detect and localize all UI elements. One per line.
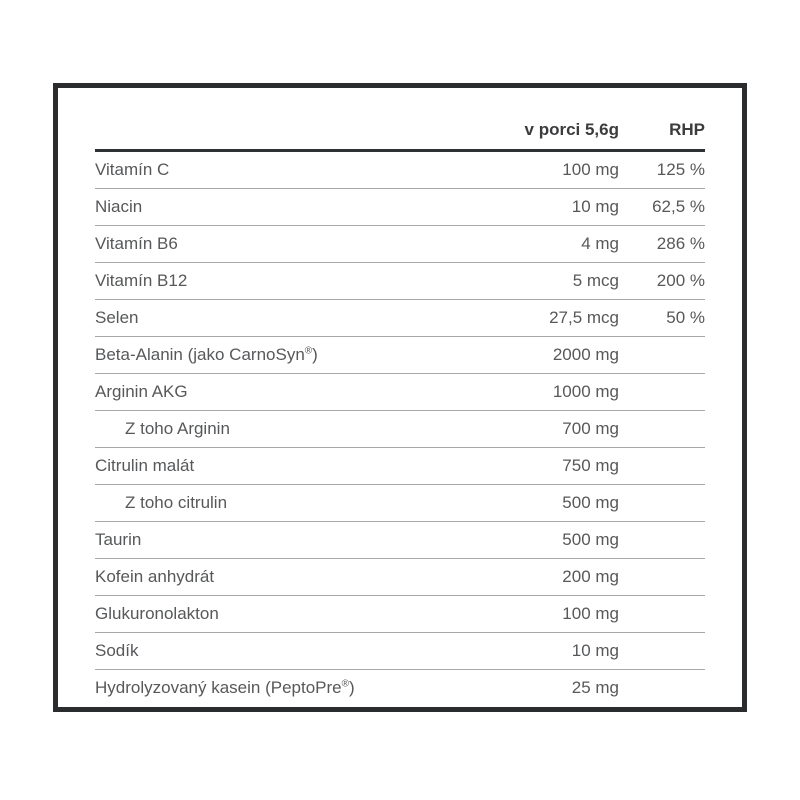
ingredient-name: Arginin AKG (95, 382, 188, 401)
table-row (95, 226, 705, 263)
rhp-percent: 200 % (656, 271, 705, 290)
amount-per-serving: 25 mg (571, 678, 619, 697)
table-row (95, 411, 705, 448)
ingredient-name: Selen (95, 308, 139, 327)
table-row (95, 448, 705, 485)
amount-per-serving: 10 mg (571, 641, 619, 660)
ingredient-name: Vitamín C (95, 160, 170, 179)
ingredient-name: Citrulin malát (95, 456, 195, 475)
table-row (95, 596, 705, 633)
amount-per-serving: 2000 mg (552, 345, 619, 364)
amount-per-serving: 5 mcg (572, 271, 619, 290)
table-row (95, 337, 705, 374)
rhp-percent: 286 % (656, 234, 705, 253)
amount-per-serving: 1000 mg (552, 382, 619, 401)
ingredient-name: Niacin (95, 197, 143, 216)
table-body (95, 152, 705, 706)
table-row (95, 152, 705, 189)
rhp-percent: 62,5 % (652, 197, 705, 216)
amount-per-serving: 10 mg (571, 197, 619, 216)
table-row (95, 374, 705, 411)
amount-per-serving: 4 mg (581, 234, 619, 253)
table-row (95, 189, 705, 226)
header-per-serving-label: v porci 5,6g (524, 120, 619, 139)
table-row (95, 670, 705, 706)
amount-per-serving: 500 mg (562, 493, 619, 512)
supplement-facts-panel (53, 83, 747, 712)
amount-per-serving: 750 mg (562, 456, 619, 475)
ingredient-name: Hydrolyzovaný kasein (PeptoPre®) (95, 678, 355, 697)
amount-per-serving: 27,5 mcg (549, 308, 619, 327)
rhp-percent: 125 % (656, 160, 705, 179)
ingredient-name: Vitamín B6 (95, 234, 178, 253)
rhp-percent: 50 % (666, 308, 705, 327)
table-row (95, 263, 705, 300)
ingredient-name: Z toho citrulin (125, 493, 228, 512)
table-row (95, 633, 705, 670)
ingredient-name: Vitamín B12 (95, 271, 188, 290)
ingredient-name: Sodík (95, 641, 139, 660)
table-row (95, 300, 705, 337)
table-row (95, 485, 705, 522)
ingredient-name: Z toho Arginin (125, 419, 230, 438)
table-header-row (95, 88, 705, 152)
amount-per-serving: 100 mg (562, 160, 619, 179)
registered-trademark-symbol: ® (304, 345, 313, 357)
ingredient-name: Taurin (95, 530, 142, 549)
amount-per-serving: 100 mg (562, 604, 619, 623)
registered-trademark-symbol: ® (341, 678, 349, 690)
table-row (95, 559, 705, 596)
ingredient-name: Beta-Alanin (jako CarnoSyn®) (95, 345, 318, 364)
amount-per-serving: 700 mg (562, 419, 619, 438)
table-row (95, 522, 705, 559)
amount-per-serving: 200 mg (562, 567, 619, 586)
amount-per-serving: 500 mg (562, 530, 619, 549)
ingredient-name: Kofein anhydrát (95, 567, 215, 586)
ingredient-name: Glukuronolakton (95, 604, 219, 623)
header-rhp-label: RHP (669, 120, 705, 139)
